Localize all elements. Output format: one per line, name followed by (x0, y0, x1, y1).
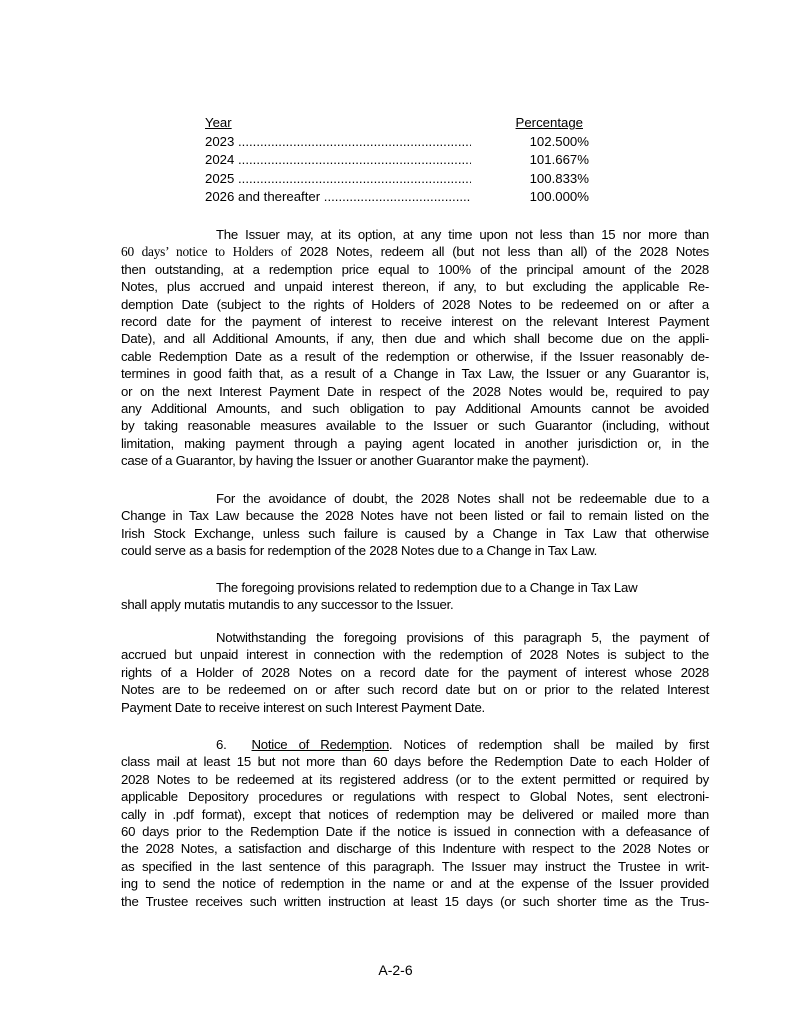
paragraph-line: Notes, plus accrued and unpaid interest thereon, if any, to but excluding the applicable Re- (121, 279, 709, 295)
paragraph-line: then outstanding, at a redemption price equal to 100% of the principal amount of the 2028 (121, 261, 709, 277)
paragraph-line: as specified in the last sentence of this paragraph. The Issuer may instruct the Trustee in writ- (121, 858, 709, 874)
paragraph-line: any Additional Amounts, and such obligation to pay Additional Amounts cannot be avoided (121, 401, 709, 417)
paragraph-line: cally in .pdf format), except that notices of redemption may be delivered or mailed more than (121, 806, 709, 822)
paragraph-notice-of-redemption (121, 736, 709, 910)
section-heading: Notice of Redemption (251, 737, 389, 752)
table-row (205, 188, 589, 207)
percentage-cell: 101.667% (529, 152, 589, 167)
paragraph-line: by taking reasonable measures available to the Issuer or such Guarantor (including, without (121, 418, 709, 434)
paragraph-accrued-interest (121, 629, 709, 716)
paragraph-line: class mail at least 15 but not more than 60 days before the Redemption Date to each Holder of (121, 754, 709, 770)
table-row (205, 151, 589, 170)
paragraph-line: could serve as a basis for redemption of the 2028 Notes due to a Change in Tax Law. (121, 543, 598, 559)
paragraph-line: 2028 Notes to be redeemed at its registered address (or to the extent permitted or required by (121, 771, 709, 787)
paragraph-line: Notes are to be redeemed on or after such record date but on or prior to the related Interest (121, 682, 709, 698)
paragraph-line: record date for the payment of interest to receive interest on the relevant Interest Payment (121, 314, 709, 330)
year-cell: 2023 ..... (205, 133, 471, 152)
year-cell: 2024 ..... (205, 151, 471, 170)
paragraph-line: demption Date (subject to the rights of Holders of 2028 Notes to be redeemed on or after a (121, 296, 709, 312)
percentage-cell: 100.000% (529, 189, 589, 204)
paragraph-line: applicable Depository procedures or regulations with respect to Global Notes, sent electroni- (121, 789, 709, 805)
paragraph-line: rights of a Holder of 2028 Notes on a record date for the payment of interest whose 2028 (121, 664, 709, 680)
paragraph-line: case of a Guarantor, by having the Issuer or another Guarantor make the payment). (121, 453, 589, 469)
paragraph-line: . Notices of redemption shall be mailed by first (388, 737, 709, 752)
year-header: Year (205, 115, 232, 130)
year-cell: 2025 ..... (205, 170, 471, 189)
percentage-cell: 100.833% (529, 170, 589, 186)
paragraph-line: or on the next Interest Payment Date in respect of the 2028 Notes would be, required to pay (121, 383, 709, 399)
paragraph-line: Irish Stock Exchange, unless such failure is caused by a Change in Tax Law that otherwise (121, 525, 709, 541)
paragraph-line: accrued but unpaid interest in connection with the redemption of 2028 Notes is subject to the (121, 647, 709, 663)
paragraph-line: 2028 Notes, redeem all (but not less than all) of the 2028 Notes (291, 244, 709, 260)
paragraph-line: Date), and all Additional Amounts, if any, then due and which shall become due on the appli- (121, 331, 709, 347)
paragraph-line: shall apply mutatis mutandis to any successor to the Issuer. (121, 597, 454, 613)
year-cell: 2026 and thereafter ..... (205, 188, 471, 207)
paragraph-line: For the avoidance of doubt, the 2028 Notes shall not be redeemable due to a (216, 491, 709, 506)
paragraph-line: 60 days prior to the Redemption Date if the notice is issued in connection with a defeasance of (121, 824, 709, 840)
percentage-cell: 102.500% (529, 133, 589, 149)
paragraph-line: Payment Date to receive interest on such Interest Payment Date. (121, 699, 485, 715)
paragraph-line: cable Redemption Date as a result of the redemption or otherwise, if the Issuer reasonably de- (121, 348, 709, 364)
paragraph-line: the 2028 Notes, a satisfaction and discharge of this Indenture with respect to the 2028 Notes or (121, 841, 709, 857)
paragraph-line: The Issuer may, at its option, at any time upon not less than 15 nor more than (216, 227, 709, 242)
redemption-percentage-table (205, 114, 589, 207)
section-number: 6. (216, 737, 227, 752)
paragraph-line: termines in good faith that, as a result of a Change in Tax Law, the Issuer or any Guarantor is, (121, 366, 709, 382)
table-row (205, 170, 589, 189)
paragraph-line: The foregoing provisions related to redemption due to a Change in Tax Law (216, 580, 638, 595)
paragraph-line: the Trustee receives such written instruction at least 15 days (or such shorter time as the Trus- (121, 893, 709, 909)
paragraph-line: 60 days’ notice to Holders of (121, 244, 292, 260)
page-number: A-2-6 (378, 962, 413, 978)
table-row (205, 133, 589, 152)
paragraph-tax-redemption (121, 226, 709, 470)
paragraph-line: limitation, making payment through a paying agent located in another jurisdiction or, in the (121, 435, 709, 451)
table-header (205, 114, 589, 133)
paragraph-line: Notwithstanding the foregoing provisions of this paragraph 5, the payment of (216, 630, 709, 645)
paragraph-line: Change in Tax Law because the 2028 Notes have not been listed or fail to remain listed on the (121, 508, 709, 524)
paragraph-successor (121, 579, 709, 614)
paragraph-line: ing to send the notice of redemption in the name or and at the expense of the Issuer provided (121, 876, 709, 892)
percentage-header: Percentage (515, 115, 583, 130)
paragraph-avoidance-of-doubt (121, 490, 709, 560)
